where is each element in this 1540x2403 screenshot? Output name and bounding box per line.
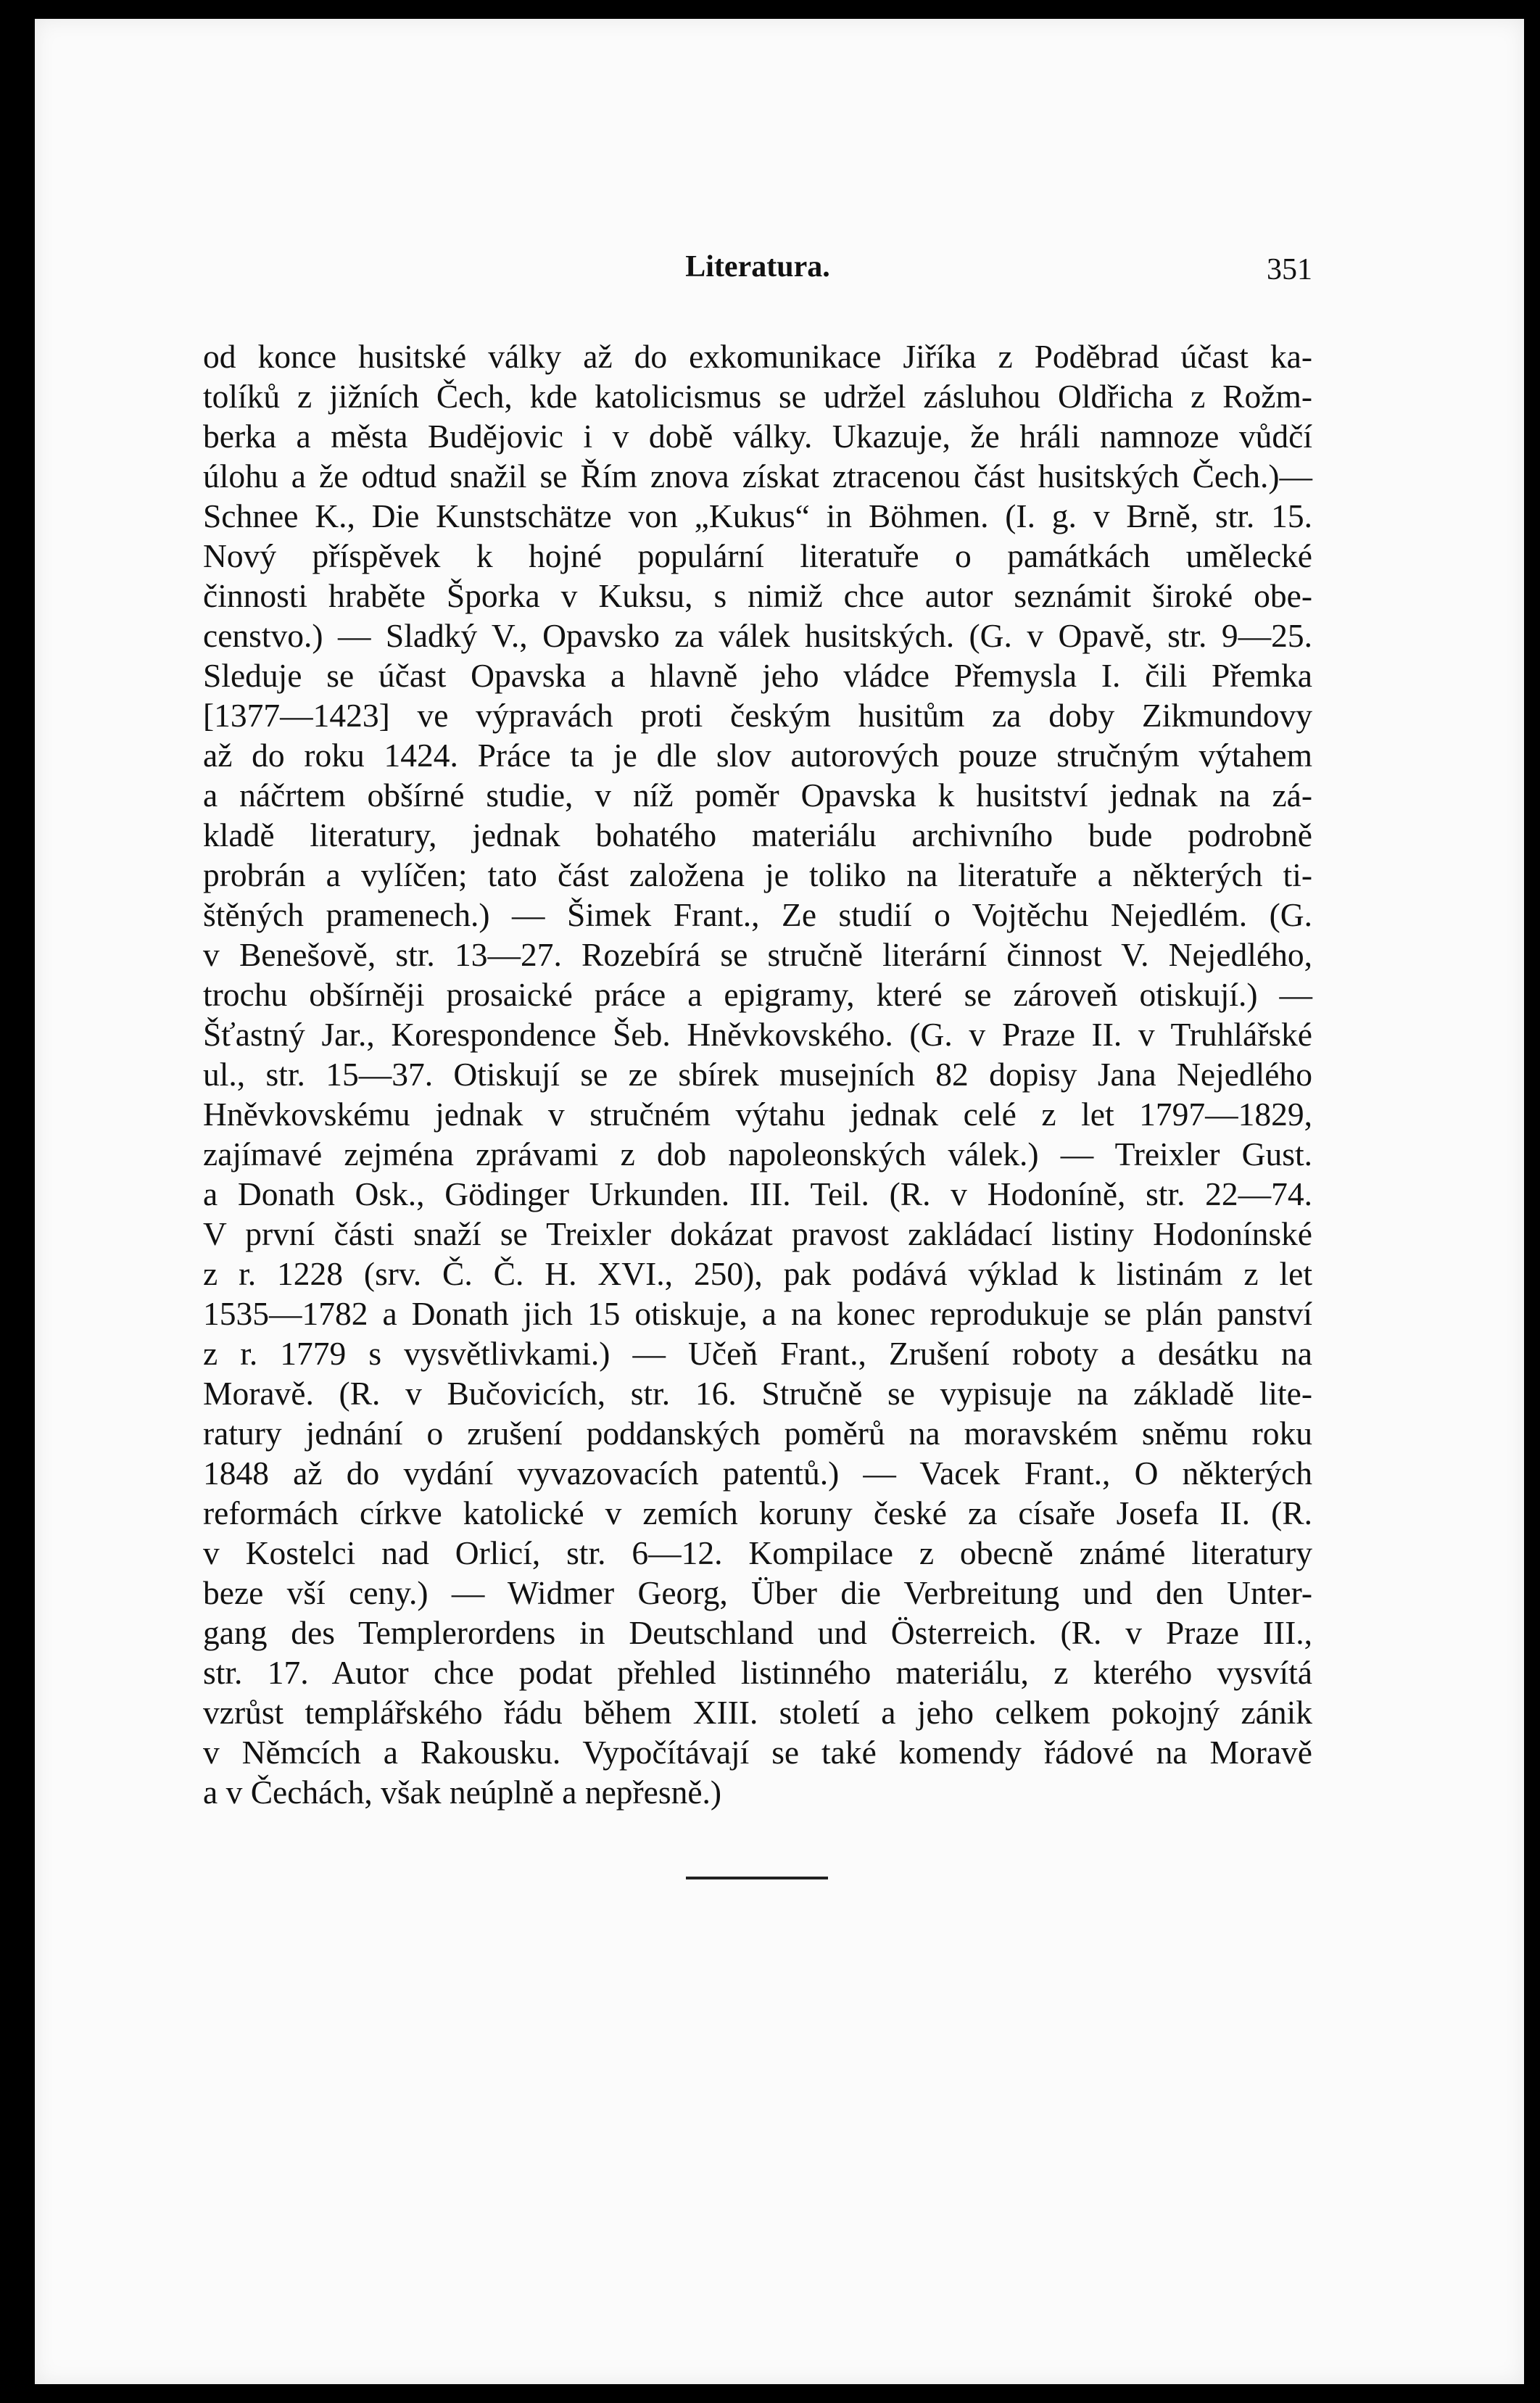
text-line: Schnee K., Die Kunstschätze von „Kukus“ in Böhmen. (I. g. v Brně, str. 15.: [203, 497, 1312, 534]
text-line: [1377—1423] ve výpravách proti českým husitům za doby Zikmundovy: [203, 697, 1312, 734]
text-line: Moravě. (R. v Bučovicích, str. 16. Stručně se vypisuje na základě lite-: [203, 1375, 1312, 1412]
text-line: v Němcích a Rakousku. Vypočítávají se také komendy řádové na Moravě: [203, 1734, 1312, 1771]
body-text: [203, 336, 1312, 1812]
text-line: Sleduje se účast Opavska a hlavně jeho vládce Přemysla I. čili Přemka: [203, 657, 1312, 694]
text-line: a Donath Osk., Gödinger Urkunden. III. Teil. (R. v Hodoníně, str. 22—74.: [203, 1175, 1312, 1212]
text-line: a v Čechách, však neúplně a nepřesně.): [203, 1774, 722, 1811]
text-line: vzrůst templářského řádu během XIII. století a jeho celkem pokojný zánik: [203, 1694, 1312, 1731]
text-line: úlohu a že odtud snažil se Řím znova získat ztracenou část husitských Čech.)—: [203, 458, 1312, 495]
text-line: str. 17. Autor chce podat přehled listinného materiálu, z kterého vysvítá: [203, 1654, 1312, 1691]
text-line: z r. 1779 s vysvětlivkami.) — Učeň Frant., Zrušení roboty a desátku na: [203, 1335, 1312, 1372]
text-line: probrán a vylíčen; tato část založena je toliko na literatuře a některých ti-: [203, 856, 1312, 893]
text-line: gang des Templerordens in Deutschland und Österreich. (R. v Praze III.,: [203, 1614, 1312, 1651]
text-line: činnosti hraběte Šporka v Kuksu, s nimiž chce autor seznámit široké obe-: [203, 577, 1312, 614]
text-line: až do roku 1424. Práce ta je dle slov autorových pouze stručným výtahem: [203, 737, 1312, 774]
text-line: trochu obšírněji prosaické práce a epigramy, které se zároveň otiskují.) —: [203, 976, 1312, 1013]
text-line: Šťastný Jar., Korespondence Šeb. Hněvkovského. (G. v Praze II. v Truhlářské: [203, 1016, 1312, 1053]
text-line: ul., str. 15—37. Otiskují se ze sbírek musejních 82 dopisy Jana Nejedlého: [203, 1056, 1312, 1093]
text-line: beze vší ceny.) — Widmer Georg, Über die Verbreitung und den Unter-: [203, 1574, 1312, 1611]
text-line: v Kostelci nad Orlicí, str. 6—12. Kompilace z obecně známé literatury: [203, 1534, 1312, 1571]
text-line: 1848 až do vydání vyvazovacích patentů.) — Vacek Frant., O některých: [203, 1455, 1312, 1492]
page-header: [203, 249, 1312, 293]
text-line: Nový příspěvek k hojné populární literatuře o památkách umělecké: [203, 537, 1312, 574]
page-number: 351: [1267, 253, 1312, 286]
text-line: a náčrtem obšírné studie, v níž poměr Opavska k husitství jednak na zá-: [203, 777, 1312, 814]
text-line: ratury jednání o zrušení poddanských poměrů na moravském sněmu roku: [203, 1415, 1312, 1452]
text-line: štěných pramenech.) — Šimek Frant., Ze studií o Vojtěchu Nejedlém. (G.: [203, 896, 1312, 933]
document-page: [35, 19, 1524, 2384]
text-line: V první části snaží se Treixler dokázat pravost zakládací listiny Hodonínské: [203, 1215, 1312, 1252]
text-line: reformách církve katolické v zemích koruny české za císaře Josefa II. (R.: [203, 1494, 1312, 1531]
text-line: censtvo.) — Sladký V., Opavsko za válek husitských. (G. v Opavě, str. 9—25.: [203, 617, 1312, 654]
text-line: z r. 1228 (srv. Č. Č. H. XVI., 250), pak podává výklad k listinám z let: [203, 1255, 1312, 1292]
text-line: Hněvkovskému jednak v stručném výtahu jednak celé z let 1797—1829,: [203, 1096, 1312, 1133]
text-line: berka a města Budějovic i v době války. Ukazuje, že hráli namnoze vůdčí: [203, 418, 1312, 455]
section-divider: [686, 1877, 828, 1879]
text-line: zajímavé zejména zprávami z dob napoleonských válek.) — Treixler Gust.: [203, 1136, 1312, 1172]
text-line: 1535—1782 a Donath jich 15 otiskuje, a na konec reprodukuje se plán panství: [203, 1295, 1312, 1332]
text-line: kladě literatury, jednak bohatého materiálu archivního bude podrobně: [203, 816, 1312, 853]
text-line: od konce husitské války až do exkomunikace Jiříka z Poděbrad účast ka-: [203, 338, 1312, 375]
running-title: Literatura.: [685, 250, 830, 284]
text-line: tolíků z jižních Čech, kde katolicismus se udržel zásluhou Oldřicha z Rožm-: [203, 378, 1312, 415]
text-line: v Benešově, str. 13—27. Rozebírá se stručně literární činnost V. Nejedlého,: [203, 936, 1312, 973]
